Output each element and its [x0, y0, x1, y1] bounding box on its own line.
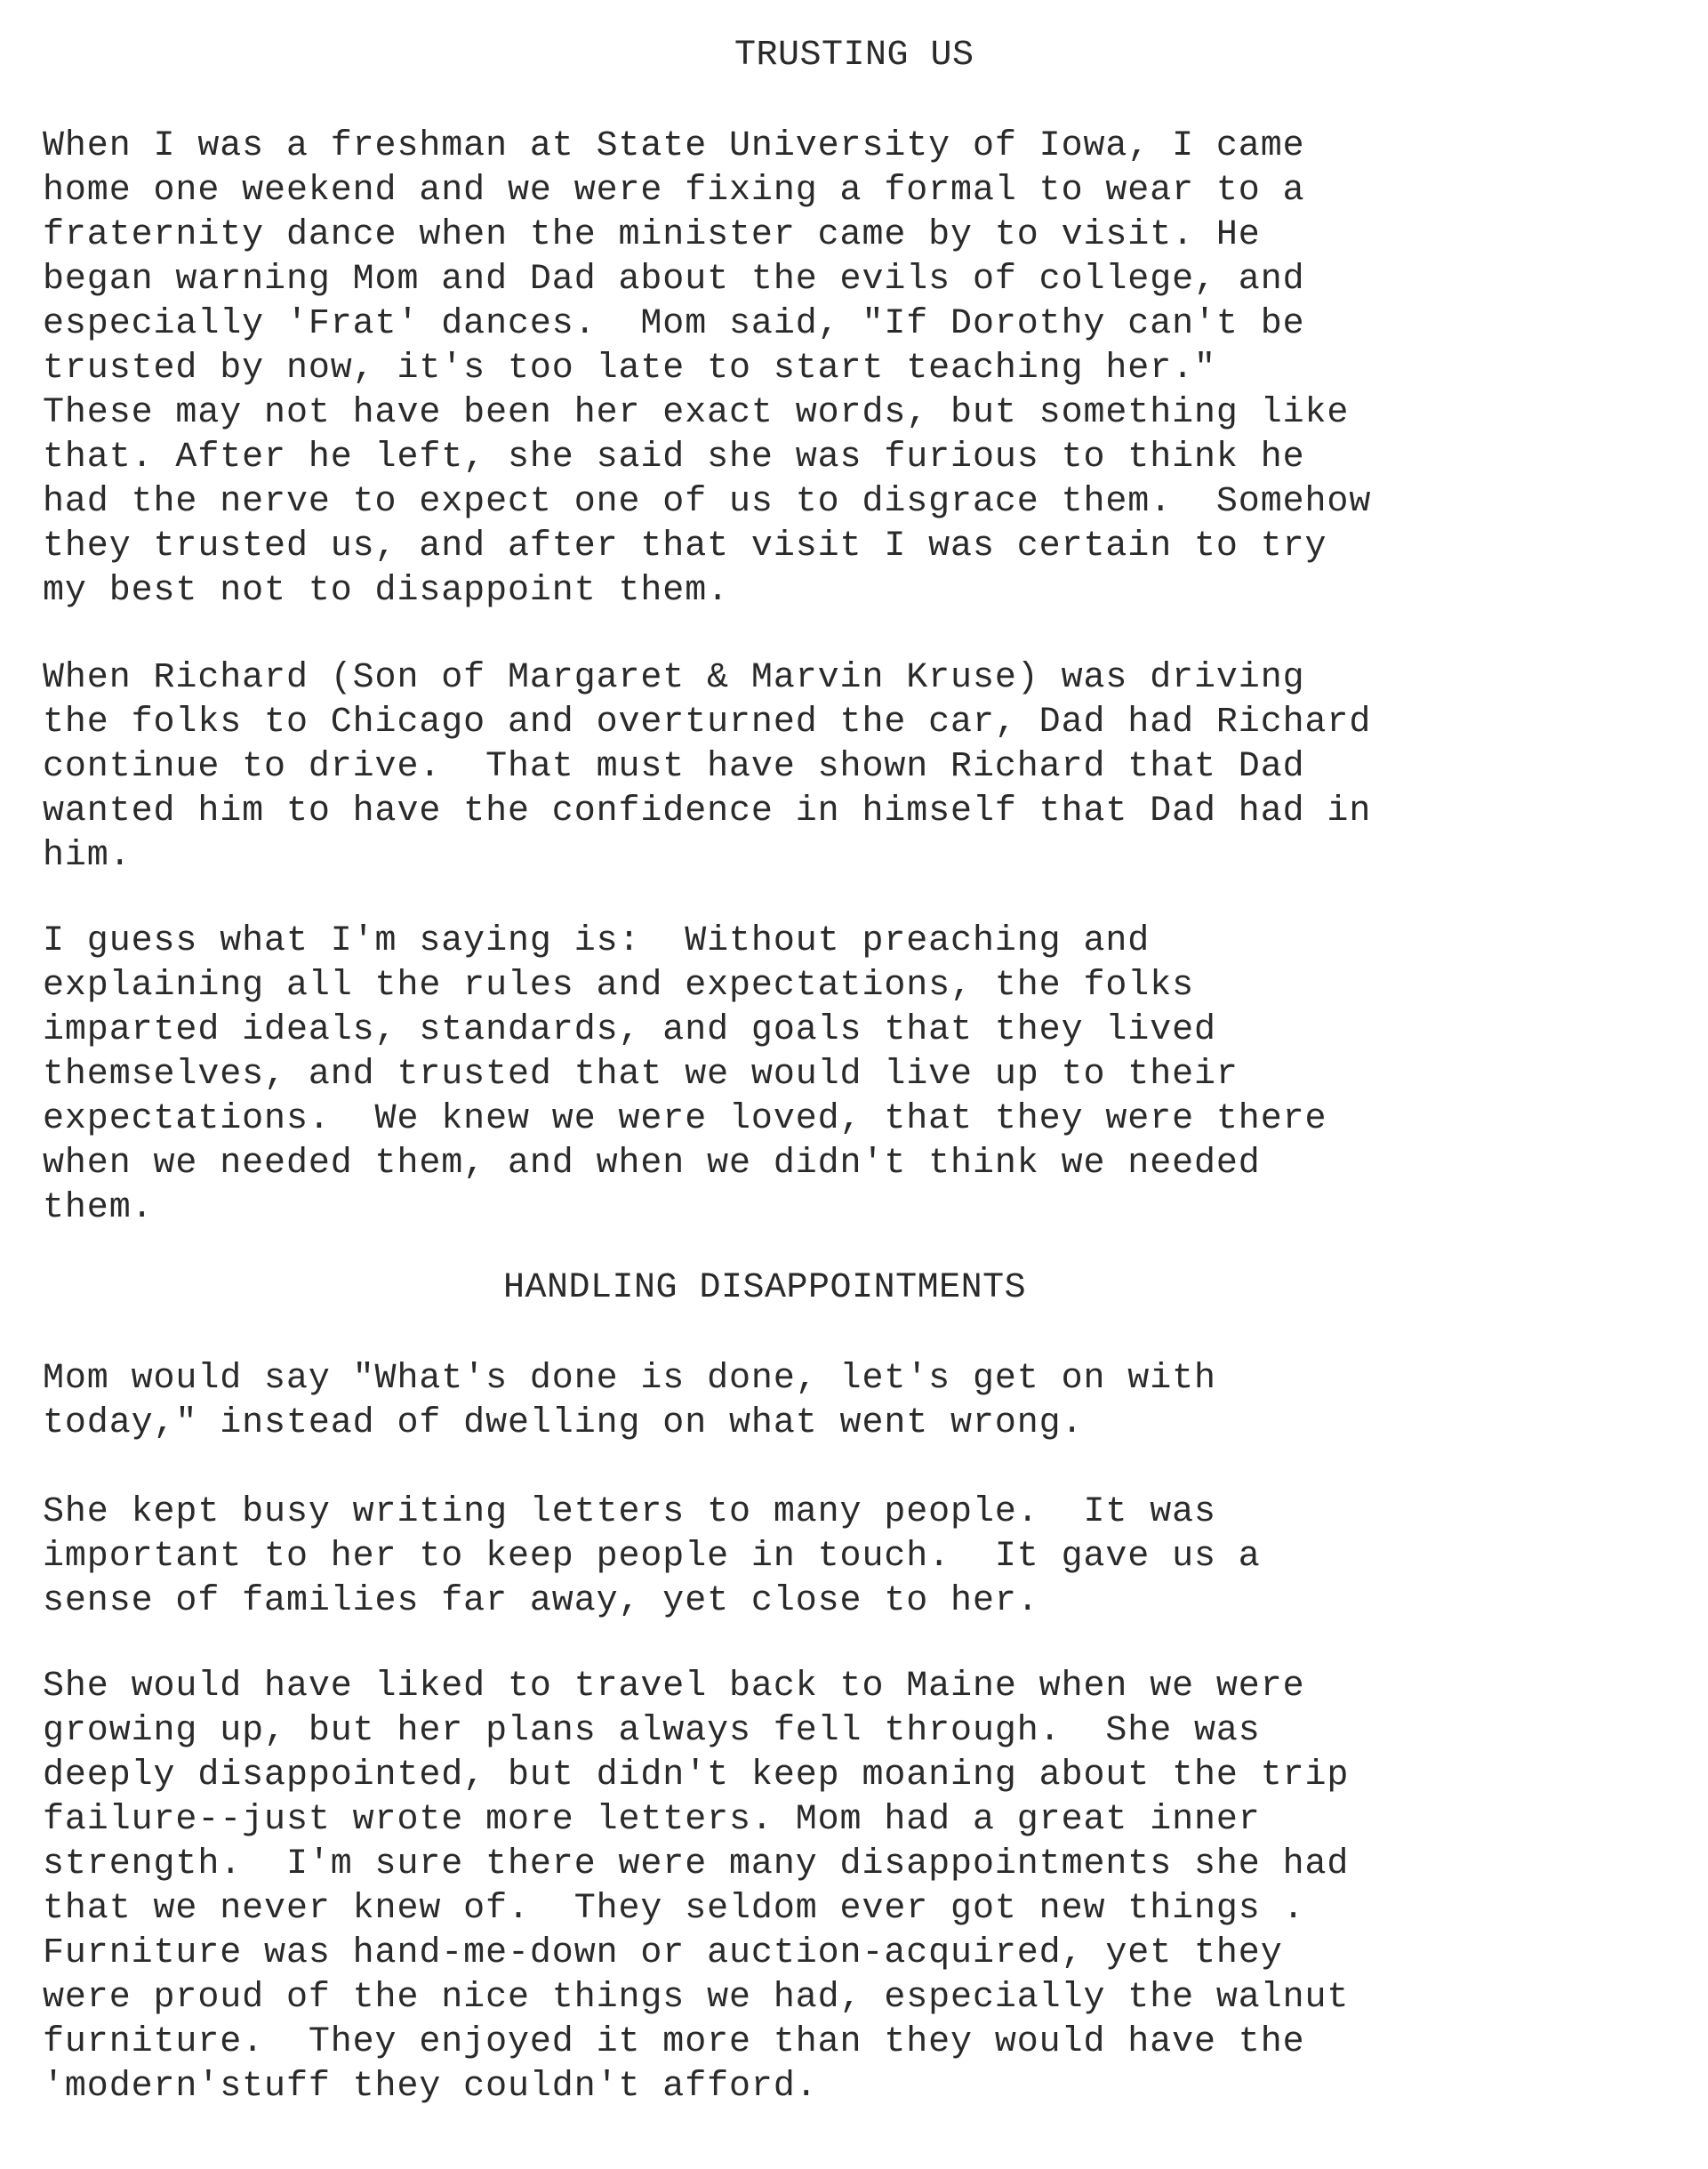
text-line: growing up, but her plans always fell through. She was [43, 1711, 1261, 1751]
text-line: that. After he left, she said she was furious to think he [43, 438, 1305, 478]
text-line: strength. I'm sure there were many disappointments she had [43, 1844, 1350, 1884]
text-line: trusted by now, it's too late to start teaching her." [43, 349, 1216, 389]
text-line: my best not to disappoint them. [43, 571, 730, 611]
text-line: explaining all the rules and expectations, the folks [43, 966, 1195, 1006]
text-line: continue to drive. That must have shown Richard that Dad [43, 747, 1305, 787]
text-line: I guess what I'm saying is: Without preaching and [43, 921, 1151, 961]
paragraph-letters [43, 1490, 1679, 1624]
text-line: themselves, and trusted that we would live up to their [43, 1055, 1239, 1095]
text-line: imparted ideals, standards, and goals that they lived [43, 1010, 1216, 1050]
text-line: had the nerve to expect one of us to disgrace them. Somehow [43, 482, 1372, 522]
text-line: important to her to keep people in touch. It gave us a [43, 1537, 1261, 1577]
text-line: She kept busy writing letters to many people. It was [43, 1492, 1216, 1532]
text-line: fraternity dance when the minister came by to visit. He [43, 215, 1261, 255]
text-line: were proud of the nice things we had, especially the walnut [43, 1978, 1350, 2018]
text-line: When I was a freshman at State University of Iowa, I came [43, 126, 1305, 166]
paragraph-maine [43, 1665, 1679, 2109]
text-line: home one weekend and we were fixing a formal to wear to a [43, 171, 1305, 211]
text-line: especially 'Frat' dances. Mom said, "If Dorothy can't be [43, 304, 1305, 344]
text-line: wanted him to have the confidence in himself that Dad had in [43, 791, 1372, 831]
text-line: them. [43, 1188, 154, 1228]
paragraph-whats-done [43, 1357, 1679, 1446]
text-line: These may not have been her exact words, but something like [43, 393, 1350, 433]
text-line: Furniture was hand-me-down or auction-acquired, yet they [43, 1933, 1283, 1973]
text-line: When Richard (Son of Margaret & Marvin Kruse) was driving [43, 658, 1305, 698]
text-line: that we never knew of. They seldom ever got new things . [43, 1889, 1305, 1929]
text-line: when we needed them, and when we didn't think we needed [43, 1144, 1261, 1184]
text-line: deeply disappointed, but didn't keep moaning about the trip [43, 1755, 1350, 1795]
text-line: him. [43, 836, 132, 876]
paragraph-freshman [43, 125, 1679, 614]
text-line: She would have liked to travel back to Maine when we were [43, 1667, 1305, 1707]
text-line: Mom would say "What's done is done, let's get on with [43, 1359, 1216, 1399]
paragraph-richard [43, 656, 1679, 879]
text-line: failure--just wrote more letters. Mom had a great inner [43, 1800, 1261, 1840]
text-line: sense of families far away, yet close to her. [43, 1581, 1039, 1621]
section-heading-handling-disappointments: HANDLING DISAPPOINTMENTS [503, 1268, 1027, 1308]
paragraph-guess [43, 920, 1679, 1231]
text-line: 'modern'stuff they couldn't afford. [43, 2067, 818, 2107]
text-line: furniture. They enjoyed it more than they would have the [43, 2022, 1305, 2062]
text-line: the folks to Chicago and overturned the car, Dad had Richard [43, 703, 1372, 743]
text-line: they trusted us, and after that visit I was certain to try [43, 526, 1327, 566]
text-line: expectations. We knew we were loved, that they were there [43, 1099, 1327, 1139]
text-line: today," instead of dwelling on what went wrong. [43, 1403, 1084, 1443]
text-line: began warning Mom and Dad about the evils of college, and [43, 260, 1305, 300]
section-heading-trusting-us: TRUSTING US [734, 36, 974, 76]
